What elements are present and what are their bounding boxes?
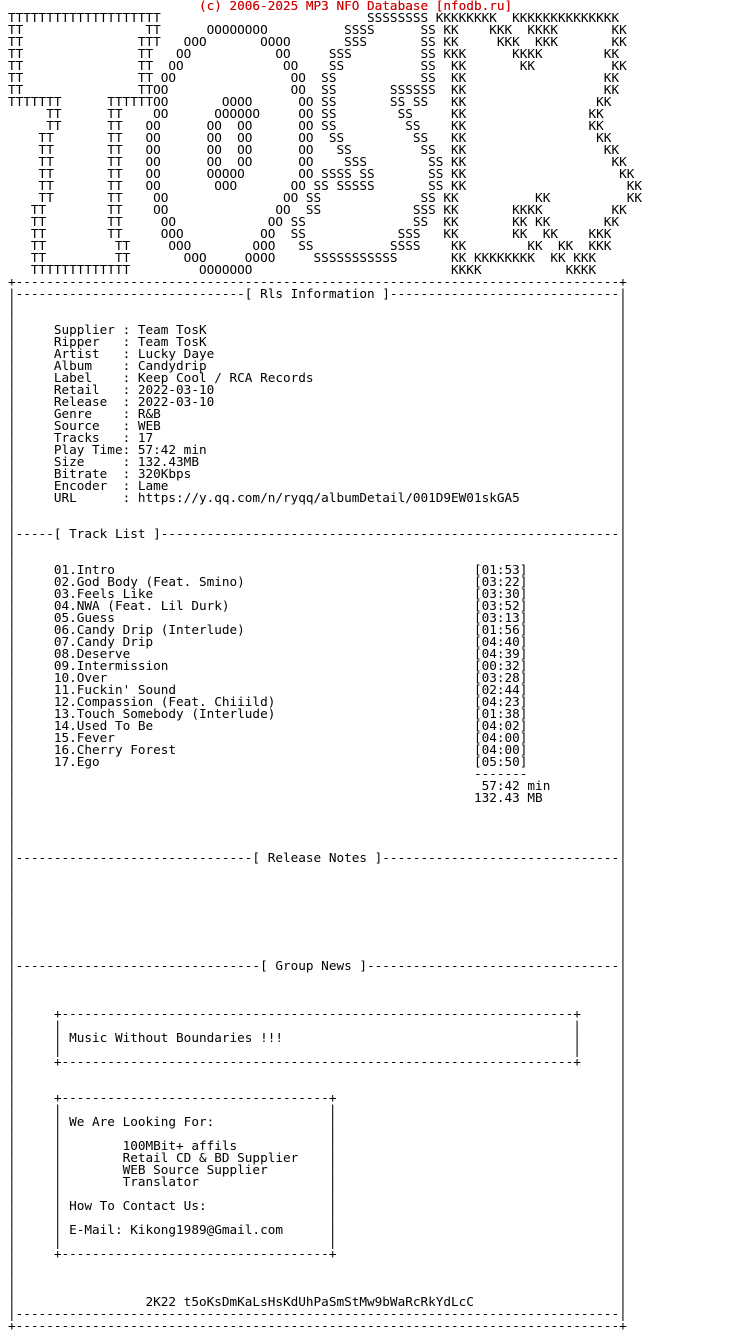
nfo-line: | | bbox=[8, 982, 627, 997]
nfo-line: | 07.Candy Drip [04:40] | bbox=[8, 634, 627, 649]
nfo-line: | | Retail CD & BD Supplier | | bbox=[8, 1150, 627, 1165]
nfo-line: | | bbox=[8, 1078, 627, 1093]
nfo-line: | Bitrate : 320Kbps | bbox=[8, 466, 627, 481]
nfo-line: | 16.Cherry Forest [04:00] | bbox=[8, 742, 627, 757]
nfo-line: | Play Time: 57:42 min | bbox=[8, 442, 627, 457]
nfo-line: | Label : Keep Cool / RCA Records | bbox=[8, 370, 627, 385]
nfo-line: | 132.43 MB | bbox=[8, 790, 627, 805]
nfo-line: | | bbox=[8, 838, 627, 853]
nfo-line: | 10.Over [03:28] | bbox=[8, 670, 627, 685]
nfo-line: | | | | bbox=[8, 1234, 627, 1249]
nfo-line: | | | | bbox=[8, 1126, 627, 1141]
nfo-line: | | bbox=[8, 994, 627, 1009]
nfo-line: | | bbox=[8, 310, 627, 325]
nfo-line: | | bbox=[8, 922, 627, 937]
nfo-line: | | bbox=[8, 1066, 627, 1081]
nfo-line: | Album : Candydrip | bbox=[8, 358, 627, 373]
nfo-line: | 13.Touch Somebody (Interlude) [01:38] | bbox=[8, 706, 627, 721]
nfo-line: | 2K22 t5oKsDmKaLsHsKdUhPaSmStMw9bWaRcRkYdLcC | bbox=[8, 1294, 627, 1309]
nfo-line: | | | | bbox=[8, 1186, 627, 1201]
nfo-line: | 04.NWA (Feat. Lil Durk) [03:52] | bbox=[8, 598, 627, 613]
nfo-line: | 02.God Body (Feat. Smino) [03:22] | bbox=[8, 574, 627, 589]
nfo-line: | +-----------------------------------+ | bbox=[8, 1246, 627, 1261]
nfo-line: TTTTTTTTTTTTTTTTTTTT SSSSSSSS KKKKKKKK KKKKKKKKKKKKKK bbox=[8, 10, 620, 25]
nfo-line: +-------------------------------------------------------------------------------+ bbox=[8, 1318, 627, 1333]
nfo-line: | | Translator | | bbox=[8, 1174, 627, 1189]
nfo-line: | | bbox=[8, 298, 627, 313]
nfo-line: | +-------------------------------------------------------------------+ | bbox=[8, 1054, 627, 1069]
nfo-line: | 17.Ego [05:50] | bbox=[8, 754, 627, 769]
nfo-line: | Release : 2022-03-10 | bbox=[8, 394, 627, 409]
nfo-line: | | We Are Looking For: | | bbox=[8, 1114, 627, 1129]
nfo-line: | 14.Used To Be [04:02] | bbox=[8, 718, 627, 733]
nfo-line: TT TT OO OO SS SS KK KK KK bbox=[8, 190, 642, 205]
nfo-line: | Supplier : Team TosK | bbox=[8, 322, 627, 337]
nfo-line: | | How To Contact Us: | | bbox=[8, 1198, 627, 1213]
nfo-line: | 03.Feels Like [03:30] | bbox=[8, 586, 627, 601]
nfo-line: TTTTTTT TTTTTTOO OOOO OO SS SS SS KK KK bbox=[8, 94, 612, 109]
nfo-line: | Genre : R&B | bbox=[8, 406, 627, 421]
nfo-line: TT TT OOO OOO SS SSSS KK KK KK KKK bbox=[8, 238, 612, 253]
nfo-line: | +-----------------------------------+ | bbox=[8, 1090, 627, 1105]
nfo-line: TT TT OO OOOOOO OO SS SS KK KK bbox=[8, 106, 604, 121]
nfo-line: |------------------------------[ Rls Information ]------------------------------| bbox=[8, 286, 627, 301]
nfo-line: TT TT OO OO SS SS KK KK bbox=[8, 70, 620, 85]
nfo-line: | | bbox=[8, 1258, 627, 1273]
nfo-line: | | | | bbox=[8, 1102, 627, 1117]
nfo-line: | ------- | bbox=[8, 766, 627, 781]
nfo-line: | 15.Fever [04:00] | bbox=[8, 730, 627, 745]
nfo-line: | Ripper : Team TosK | bbox=[8, 334, 627, 349]
nfo-line: TT TTOO OO SS SSSSSS KK KK bbox=[8, 82, 620, 97]
nfo-line: | 01.Intro [01:53] | bbox=[8, 562, 627, 577]
nfo-line: | Source : WEB | bbox=[8, 418, 627, 433]
nfo-line: |--------------------------------[ Group News ]---------------------------------| bbox=[8, 958, 627, 973]
nfo-line: | Encoder : Lame | bbox=[8, 478, 627, 493]
nfo-line: TT TT OO OO OO OO SS SS KK KK bbox=[8, 142, 620, 157]
nfo-line: | Retail : 2022-03-10 | bbox=[8, 382, 627, 397]
nfo-line: TT TT OO OOO OO SS SSSSS SS KK KK bbox=[8, 178, 642, 193]
nfo-document bbox=[8, 0, 738, 1333]
nfo-line: TT TT OOO OOOO SSSSSSSSSSS KK KKKKKKKK KK KKK bbox=[8, 250, 597, 265]
nfo-line: TTTTTTTTTTTTT OOOOOOO KKKK KKKK bbox=[8, 262, 597, 277]
nfo-line: TT TT OOOOOOOO SSSS SS KK KKK KKKK KK bbox=[8, 22, 627, 37]
nfo-line: |-------------------------------------------------------------------------------| bbox=[8, 1306, 627, 1321]
nfo-line: | 12.Compassion (Feat. Chiiild) [04:23] | bbox=[8, 694, 627, 709]
nfo-line: | | bbox=[8, 514, 627, 529]
nfo-line: | 11.Fuckin' Sound [02:44] | bbox=[8, 682, 627, 697]
nfo-line: | | bbox=[8, 874, 627, 889]
nfo-line: | | | | bbox=[8, 1018, 627, 1033]
nfo-line: TT TT OO OO SS SSS KK KKKK KK bbox=[8, 202, 627, 217]
nfo-line: | | bbox=[8, 1270, 627, 1285]
nfo-line: | 57:42 min | bbox=[8, 778, 627, 793]
nfo-line: | Tracks : 17 | bbox=[8, 430, 627, 445]
nfo-line: | | bbox=[8, 970, 627, 985]
nfo-line: TT TT OO OO SSS SS KKK KKKK KK bbox=[8, 46, 620, 61]
nfo-line: +-------------------------------------------------------------------------------+ bbox=[8, 274, 627, 289]
nfo-line: TT TT OO OOOOO OO SSSS SS SS KK KK bbox=[8, 166, 635, 181]
nfo-line: | | bbox=[8, 826, 627, 841]
nfo-line: TT TT OO OO SS SS KK KK KK bbox=[8, 58, 627, 73]
nfo-line: TT TT OO OO OO OO SS SS KK KK bbox=[8, 130, 612, 145]
nfo-line: TT TT OO OO SS SS KK KK KK KK bbox=[8, 214, 620, 229]
nfo-line: | | bbox=[8, 886, 627, 901]
nfo-line: | | WEB Source Supplier | | bbox=[8, 1162, 627, 1177]
nfo-line: | | bbox=[8, 550, 627, 565]
nfo-line: | | bbox=[8, 862, 627, 877]
nfo-line: | Size : 132.43MB | bbox=[8, 454, 627, 469]
nfo-line: TT TT OOO OO SS SSS KK KK KK KKK bbox=[8, 226, 612, 241]
nfo-line: | | E-Mail: Kikong1989@Gmail.com | | bbox=[8, 1222, 627, 1237]
nfo-line: | 08.Deserve [04:39] | bbox=[8, 646, 627, 661]
nfo-line: TT TTT OOO OOOO SSS SS KK KKK KKK KK bbox=[8, 34, 627, 49]
nfo-line: | +-------------------------------------------------------------------+ | bbox=[8, 1006, 627, 1021]
nfo-line: | | bbox=[8, 502, 627, 517]
nfo-line: | | 100MBit+ affils | | bbox=[8, 1138, 627, 1153]
nfo-line: | | bbox=[8, 538, 627, 553]
nfo-line: |-------------------------------[ Release Notes ]-------------------------------| bbox=[8, 850, 627, 865]
nfodb-credit-line[interactable]: (c) 2006-2025 MP3 NFO Database [nfodb.ru] bbox=[8, 0, 513, 13]
nfo-line: | 05.Guess [03:13] | bbox=[8, 610, 627, 625]
nfo-line: | | | | bbox=[8, 1210, 627, 1225]
nfo-line: | | bbox=[8, 910, 627, 925]
nfo-line: | | bbox=[8, 898, 627, 913]
nfo-line: | | bbox=[8, 802, 627, 817]
nfo-line: | 06.Candy Drip (Interlude) [01:56] | bbox=[8, 622, 627, 637]
nfo-line: TT TT OO OO OO OO SSS SS KK KK bbox=[8, 154, 627, 169]
nfo-line: | | | | bbox=[8, 1042, 627, 1057]
nfo-line: | 09.Intermission [00:32] | bbox=[8, 658, 627, 673]
nfo-line: | | Music Without Boundaries !!! | | bbox=[8, 1030, 627, 1045]
nfo-body bbox=[8, 12, 738, 1332]
nfo-line: | | bbox=[8, 934, 627, 949]
nfo-line: | | bbox=[8, 1282, 627, 1297]
nfo-line: | URL : https://y.qq.com/n/ryqq/albumDetail/001D9EW01skGA5 | bbox=[8, 490, 627, 505]
nfo-line: TT TT OO OO OO OO SS SS KK KK bbox=[8, 118, 604, 133]
nfo-line: | | bbox=[8, 946, 627, 961]
nfo-line: | Artist : Lucky Daye | bbox=[8, 346, 627, 361]
nfo-line: |-----[ Track List ]------------------------------------------------------------| bbox=[8, 526, 627, 541]
nfo-line: | | bbox=[8, 814, 627, 829]
